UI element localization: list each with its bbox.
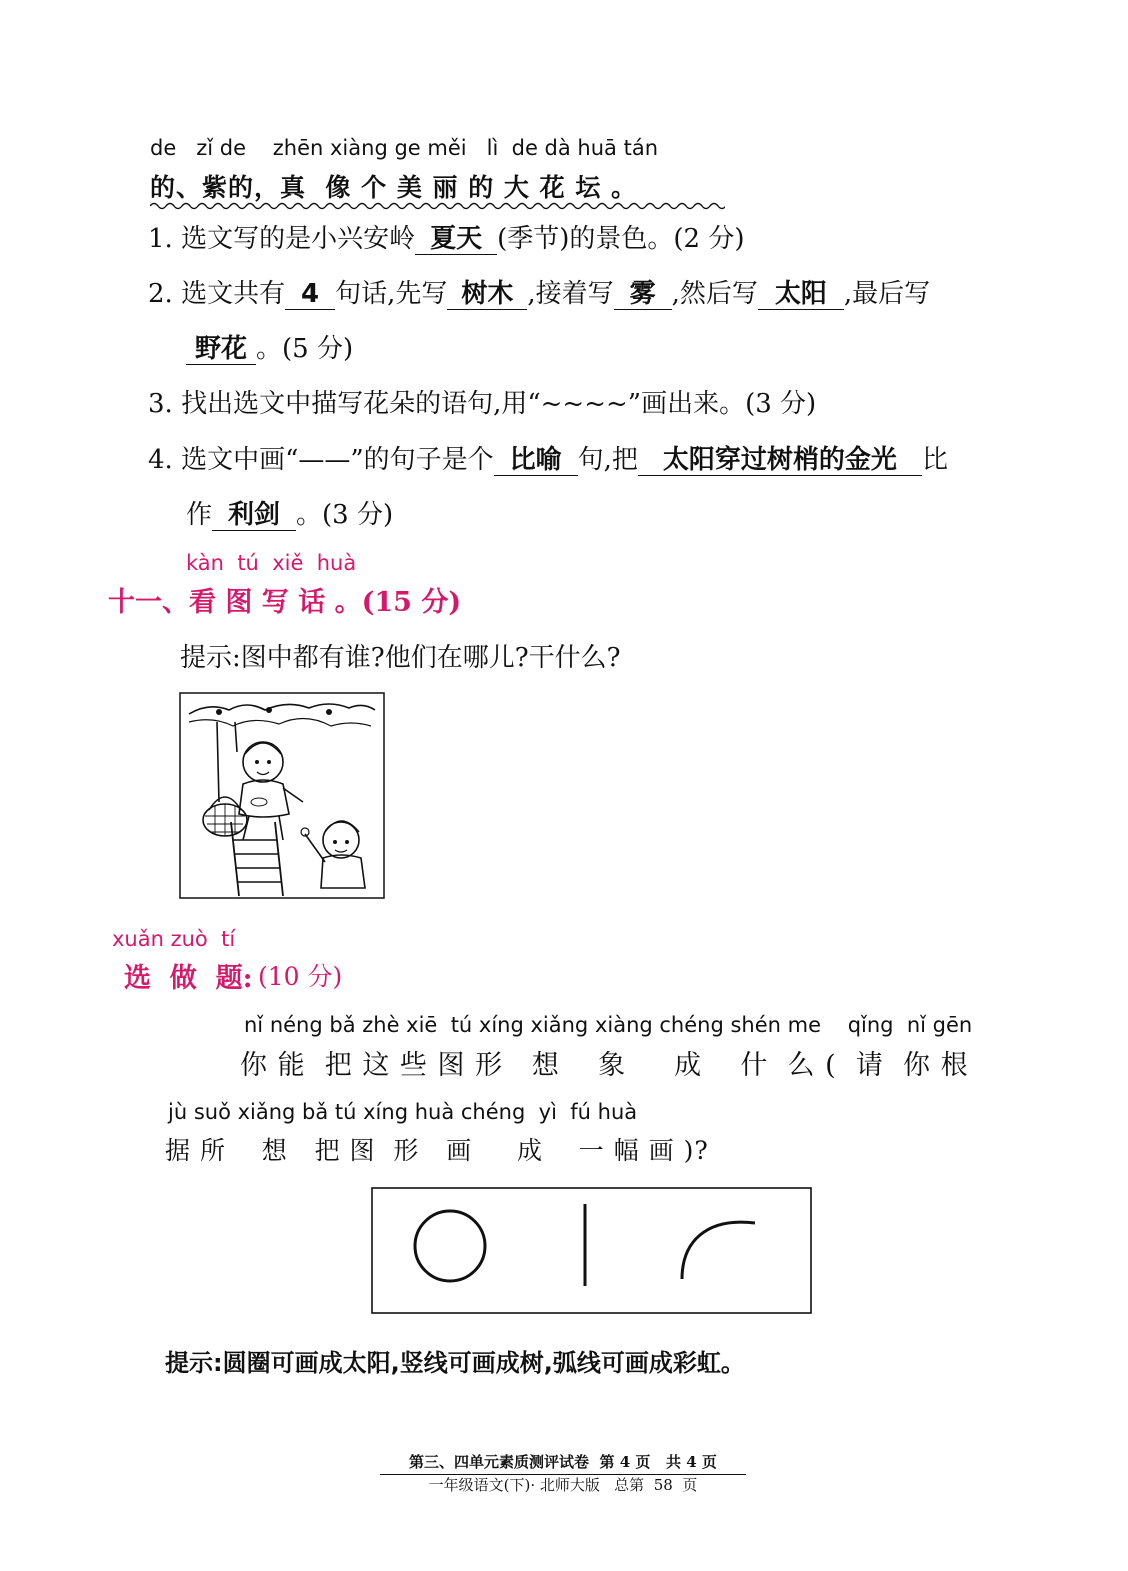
footer-line-2: 一年级语文(下)· 北师大版 总第 58 页 [428, 1476, 698, 1494]
question-text: 句,把 [577, 445, 638, 475]
question-text: 句话,先写 [335, 279, 448, 309]
question-4 [148, 439, 948, 476]
optional-score: (10 分) [258, 962, 343, 991]
optional-line1-pinyin: nǐ néng bǎ zhè xiē tú xíng xiǎng xiàng chéng shén me qǐng nǐ gēn [244, 1013, 973, 1037]
optional-pinyin: xuǎn zuò tí [112, 927, 236, 951]
question-1 [148, 218, 744, 255]
optional-hint: 提示:圆圈可画成太阳,竖线可画成树,弧线可画成彩虹。 [165, 1349, 745, 1377]
section-11-pinyin: kàn tú xiě huà [186, 551, 357, 575]
question-4-cont [186, 494, 393, 531]
question-3 [148, 383, 816, 420]
answer-blank[interactable]: 夏天 [415, 225, 497, 255]
question-number: 1. [148, 224, 173, 254]
question-text: 选文中画“——”的句子是个 [181, 445, 494, 475]
answer-blank[interactable]: 利剑 [212, 501, 296, 531]
shapes-box [371, 1187, 813, 1315]
question-text: 比 [921, 445, 948, 475]
question-text: ,然后写 [671, 279, 758, 309]
optional-line2-pinyin: jù suǒ xiǎng bǎ tú xíng huà chéng yì fú huà [168, 1100, 638, 1124]
question-text: 。(5 分) [256, 334, 354, 364]
footer-line-1: 第三、四单元素质测评试卷 第 4 页 共 4 页 [380, 1451, 746, 1475]
answer-blank[interactable]: 雾 [614, 280, 672, 310]
question-number: 3. [148, 389, 173, 419]
question-number: 4. [148, 445, 173, 475]
question-text: 选文写的是小兴安岭 [181, 224, 416, 254]
question-text: 找出选文中描写花朵的语句,用“~~~~”画出来。(3 分) [181, 389, 817, 419]
question-text: 。(3 分) [296, 500, 394, 530]
answer-blank[interactable]: 比喻 [494, 446, 578, 476]
answer-blank[interactable]: 太阳穿过树梢的金光 [638, 446, 922, 476]
section-11-hint: 提示:图中都有谁?他们在哪儿?干什么? [180, 643, 621, 673]
section-11-title: 十一、看 图 写 话 。(15 分) [108, 587, 462, 618]
question-text: 选文共有 [181, 279, 286, 309]
question-text: ,最后写 [843, 279, 931, 309]
passage-pinyin: de zǐ de zhēn xiàng ge měi lì de dà huā tán [150, 136, 658, 160]
picture-children-picking-fruit [179, 692, 385, 899]
question-2-cont [186, 328, 353, 365]
question-2 [148, 273, 930, 310]
optional-line1-text: 你 能 把 这 些 图 形 想 象 成 什 么 ( 请 你 根 [240, 1050, 969, 1081]
question-text: ,接着写 [527, 279, 614, 309]
answer-blank[interactable]: 太阳 [758, 280, 844, 310]
question-number: 2. [148, 279, 173, 309]
answer-blank[interactable]: 4 [285, 280, 335, 310]
question-text: 作 [186, 500, 213, 530]
answer-blank[interactable]: 树木 [447, 280, 527, 310]
wavy-underline [150, 201, 725, 211]
optional-title: 选 做 题: [124, 963, 253, 994]
passage-text: 的、紫的，真 像 个 美 丽 的 大 花 坛 。 [150, 173, 638, 202]
answer-blank[interactable]: 野花 [186, 335, 256, 365]
optional-line2-text: 据 所 想 把 图 形 画 成 一 幅 画 )? [165, 1136, 709, 1165]
question-text: (季节)的景色。(2 分) [497, 224, 745, 254]
